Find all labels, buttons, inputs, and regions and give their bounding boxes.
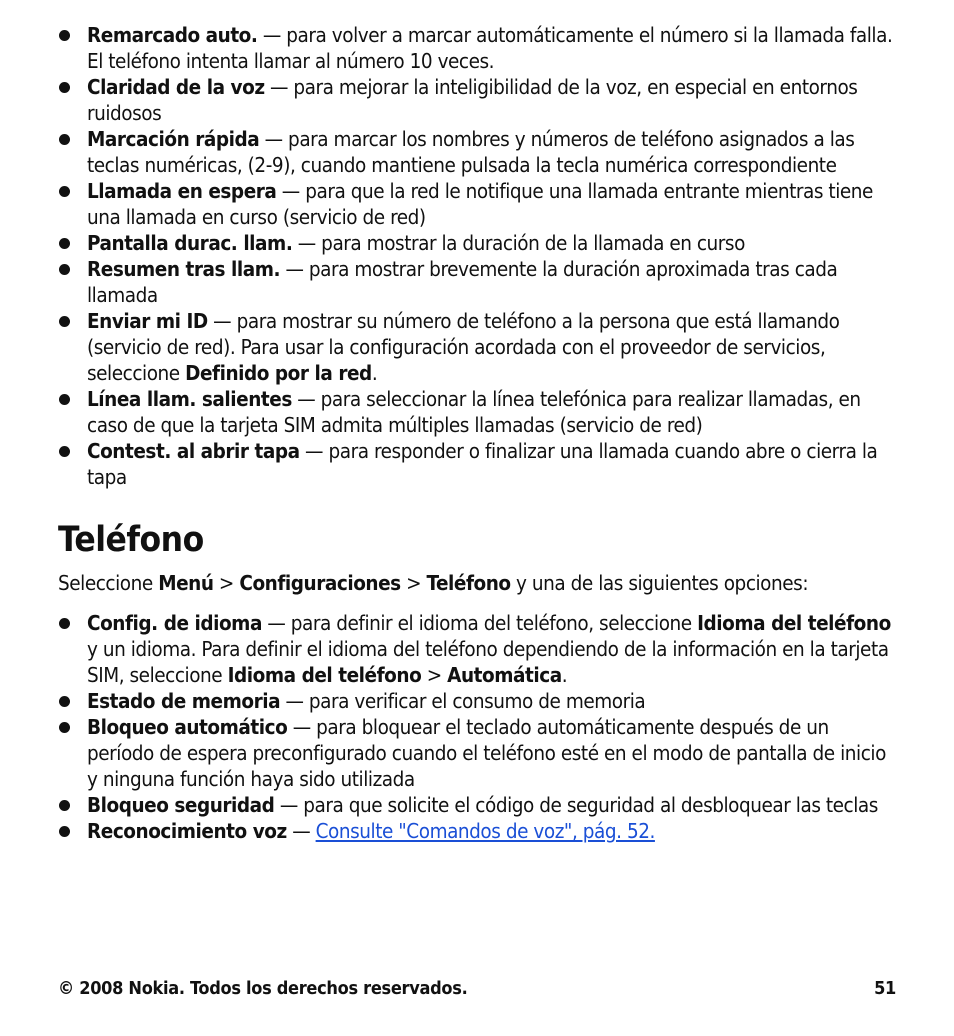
list-item xyxy=(58,230,898,256)
option-desc: — para definir el idioma del teléfono, seleccione xyxy=(261,611,698,635)
bullet-icon xyxy=(59,722,70,733)
list-item xyxy=(58,610,898,688)
intro-text: Seleccione xyxy=(58,571,159,595)
option-desc: — para responder o finalizar una llamada cuando abre o cierra la tapa xyxy=(87,439,878,489)
bullet-icon xyxy=(59,30,70,41)
option-term: Llamada en espera xyxy=(87,179,277,203)
list-item xyxy=(58,22,898,74)
option-term: Marcación rápida xyxy=(87,127,260,151)
list-item xyxy=(58,438,898,490)
menu-path-item: Menú xyxy=(158,571,214,595)
path-separator: > xyxy=(213,571,240,595)
option-value: Automática xyxy=(447,663,562,687)
option-term: Reconocimiento voz xyxy=(87,819,287,843)
option-term: Pantalla durac. llam. xyxy=(87,231,293,255)
list-item xyxy=(58,688,898,714)
option-desc: — para que solicite el código de seguridad al desbloquear las teclas xyxy=(274,793,878,817)
section-intro xyxy=(58,570,898,596)
list-item xyxy=(58,74,898,126)
bullet-icon xyxy=(59,800,70,811)
option-value: Idioma del teléfono xyxy=(227,663,422,687)
option-desc: — para volver a marcar automáticamente el número si la llamada falla. El teléfono intenta llamar al número 10 veces. xyxy=(87,23,893,73)
list-item xyxy=(58,256,898,308)
path-separator: > xyxy=(400,571,427,595)
page-content xyxy=(58,22,898,844)
option-term: Remarcado auto. xyxy=(87,23,258,47)
bullet-icon xyxy=(59,82,70,93)
copyright-text: © 2008 Nokia. Todos los derechos reservados. xyxy=(58,978,468,999)
menu-path-item: Configuraciones xyxy=(239,571,401,595)
option-desc: — para mostrar su número de teléfono a la persona que está llamando (servicio de red). Para usar la configuración acordada con el proveedor de servicios, seleccione xyxy=(87,309,840,385)
option-term: Bloqueo seguridad xyxy=(87,793,275,817)
option-desc: — para mostrar brevemente la duración aproximada tras cada llamada xyxy=(87,257,838,307)
list-item xyxy=(58,126,898,178)
option-desc: — para verificar el consumo de memoria xyxy=(280,689,646,713)
page-number: 51 xyxy=(874,978,896,999)
option-term: Claridad de la voz xyxy=(87,75,265,99)
bullet-icon xyxy=(59,394,70,405)
option-desc: — para mostrar la duración de la llamada en curso xyxy=(292,231,745,255)
page-footer xyxy=(58,978,896,999)
option-value: Idioma del teléfono xyxy=(697,611,891,635)
option-desc: — para seleccionar la línea telefónica para realizar llamadas, en caso de que la tarjeta SIM admita múltiples llamadas (servicio de red) xyxy=(87,387,861,437)
bullet-icon xyxy=(59,446,70,457)
voice-commands-link[interactable]: Consulte "Comandos de voz", pág. 52. xyxy=(315,819,655,843)
list-item xyxy=(58,792,898,818)
option-term: Resumen tras llam. xyxy=(87,257,281,281)
intro-text: y una de las siguientes opciones: xyxy=(510,571,809,595)
option-desc: — xyxy=(286,819,316,843)
bullet-icon xyxy=(59,618,70,629)
option-term: Estado de memoria xyxy=(87,689,281,713)
list-item xyxy=(58,714,898,792)
option-desc-end: . xyxy=(561,663,568,687)
option-term: Config. de idioma xyxy=(87,611,262,635)
option-desc: — para marcar los nombres y números de teléfono asignados a las teclas numéricas, (2-9), cuando mantiene pulsada la tecla numérica correspondiente xyxy=(87,127,855,177)
bullet-icon xyxy=(59,134,70,145)
list-item xyxy=(58,386,898,438)
bullet-icon xyxy=(59,696,70,707)
option-desc: — para que la red le notifique una llamada entrante mientras tiene una llamada en curso (servicio de red) xyxy=(87,179,873,229)
option-term: Contest. al abrir tapa xyxy=(87,439,300,463)
list-item xyxy=(58,818,898,844)
option-value: Definido por la red xyxy=(185,361,372,385)
bullet-icon xyxy=(59,316,70,327)
option-desc-end: . xyxy=(371,361,378,385)
list-item xyxy=(58,308,898,386)
menu-path-item: Teléfono xyxy=(426,571,511,595)
option-term: Enviar mi ID xyxy=(87,309,208,333)
section-heading: Teléfono xyxy=(58,520,204,560)
bullet-icon xyxy=(59,826,70,837)
bullet-icon xyxy=(59,186,70,197)
option-term: Bloqueo automático xyxy=(87,715,288,739)
call-settings-list xyxy=(58,22,898,490)
bullet-icon xyxy=(59,264,70,275)
option-term: Línea llam. salientes xyxy=(87,387,292,411)
phone-settings-list xyxy=(58,610,898,844)
option-desc: — para bloquear el teclado automáticamente después de un período de espera preconfigurado cuando el teléfono esté en el modo de pantalla de inicio y ninguna función haya sido utilizada xyxy=(87,715,886,791)
path-separator: > xyxy=(421,663,448,687)
option-desc: — para mejorar la inteligibilidad de la voz, en especial en entornos ruidosos xyxy=(87,75,858,125)
list-item xyxy=(58,178,898,230)
option-desc: y un idioma. Para definir el idioma del teléfono dependiendo de la información en la tarjeta SIM, seleccione xyxy=(87,637,889,687)
bullet-icon xyxy=(59,238,70,249)
